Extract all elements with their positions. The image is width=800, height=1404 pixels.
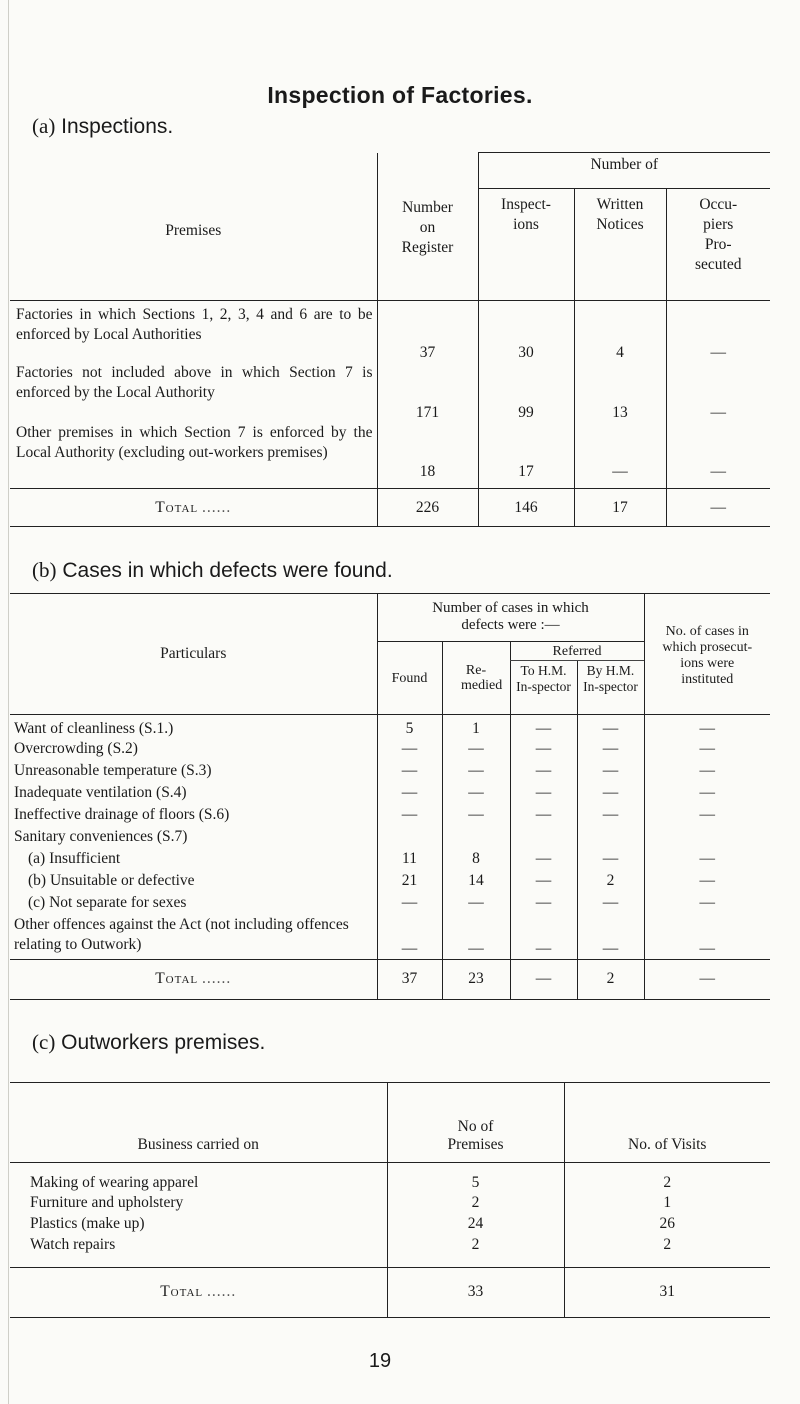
header-found <box>377 642 442 715</box>
header-no-of-premises-text: No of Premises <box>447 1118 504 1153</box>
by-cell: 2 <box>577 871 644 893</box>
header-written-notices <box>574 189 666 301</box>
business-cell: Watch repairs <box>30 1236 116 1253</box>
outworker-row <box>10 1214 770 1235</box>
pros-cell: — <box>644 893 770 915</box>
defect-row <box>10 849 770 871</box>
pros-cell: — <box>644 739 770 761</box>
total-prosecutions: — <box>644 959 770 999</box>
register-cell: 18 <box>377 423 478 489</box>
register-cell: 37 <box>377 301 478 363</box>
prosecuted-cell: — <box>666 423 770 489</box>
particular-cell: (c) Not separate for sexes <box>28 894 187 911</box>
inspections-cell: 17 <box>478 423 574 489</box>
notices-cell: 13 <box>574 363 666 423</box>
defect-row <box>10 827 770 849</box>
to-cell <box>510 827 577 849</box>
defects-total-row <box>10 959 770 999</box>
premises-cell: 2 <box>387 1235 564 1267</box>
remedied-cell <box>442 827 510 849</box>
by-cell <box>577 827 644 849</box>
business-cell: Making of wearing apparel <box>30 1174 199 1191</box>
defect-row <box>10 783 770 805</box>
total-notices: 17 <box>574 489 666 527</box>
total-by-inspector: 2 <box>577 959 644 999</box>
to-cell: — <box>510 871 577 893</box>
total-label-text: Total <box>160 1283 204 1300</box>
header-premises: Premises <box>10 153 377 301</box>
to-cell: — <box>510 739 577 761</box>
total-label: Total ...... <box>10 489 377 527</box>
total-prosecuted: — <box>666 489 770 527</box>
notices-cell: — <box>574 423 666 489</box>
header-occupiers-prosecuted-text: Occu-piers Pro-secuted <box>695 196 742 273</box>
header-prosecutions <box>644 594 770 715</box>
section-a-label: (a) <box>32 114 56 138</box>
to-cell: — <box>510 849 577 871</box>
header-number-of-cases-text: Number of cases in which defects were :— <box>432 600 589 633</box>
outworker-row <box>10 1163 770 1194</box>
by-cell: — <box>577 849 644 871</box>
business-cell: Plastics (make up) <box>30 1215 145 1232</box>
header-number-of-cases <box>377 594 644 642</box>
by-cell: — <box>577 915 644 959</box>
outworkers-table <box>10 1082 770 1318</box>
particular-cell: Sanitary conveniences (S.7) <box>14 828 188 845</box>
section-b-heading <box>32 558 393 583</box>
inspections-cell: 99 <box>478 363 574 423</box>
found-cell: — <box>377 783 442 805</box>
outworker-row <box>10 1235 770 1267</box>
pros-cell: — <box>644 783 770 805</box>
premises-cell: Factories not included above in which Section 7 is enforced by the Local Authority <box>16 363 373 401</box>
outworker-row <box>10 1193 770 1214</box>
found-cell <box>377 827 442 849</box>
defect-row <box>10 805 770 827</box>
total-label-text: Total <box>155 498 199 516</box>
header-business: Business carried on <box>10 1083 387 1163</box>
header-particulars: Particulars <box>10 594 377 715</box>
to-cell: — <box>510 715 577 740</box>
header-no-of-visits <box>564 1083 770 1163</box>
page-title: Inspection of Factories. <box>267 82 533 108</box>
prosecuted-cell: — <box>666 301 770 363</box>
particular-cell: (a) Insufficient <box>28 850 121 867</box>
premises-cell: Factories in which Sections 1, 2, 3, 4 and 6 are to be enforced by Local Authorities <box>16 306 373 343</box>
section-b-label: (b) <box>32 558 57 582</box>
particular-cell: Ineffective drainage of floors (S.6) <box>14 806 230 823</box>
particular-cell: Inadequate ventilation (S.4) <box>14 784 187 801</box>
premises-cell: Other premises in which Section 7 is enforced by the Local Authority (excluding out-workers premises) <box>10 423 377 489</box>
by-cell: — <box>577 893 644 915</box>
by-cell: — <box>577 783 644 805</box>
register-cell: 171 <box>377 363 478 423</box>
found-cell: — <box>377 761 442 783</box>
outworkers-table-body <box>10 1163 770 1268</box>
remedied-cell: — <box>442 739 510 761</box>
header-remedied <box>442 642 510 715</box>
defects-table <box>10 593 770 1000</box>
remedied-cell: — <box>442 761 510 783</box>
inspections-table <box>10 152 770 527</box>
particular-cell: Unreasonable temperature (S.3) <box>14 762 212 779</box>
total-visits: 31 <box>564 1267 770 1317</box>
prosecuted-cell: — <box>666 363 770 423</box>
found-cell: 11 <box>377 849 442 871</box>
header-by-hm-inspector-text: By H.M. In-spector <box>583 663 638 694</box>
section-c-label: (c) <box>32 1030 56 1054</box>
header-to-hm-inspector-text: To H.M. In-spector <box>516 663 571 694</box>
defect-row <box>10 739 770 761</box>
outworkers-total-row <box>10 1267 770 1317</box>
found-cell: 5 <box>377 715 442 740</box>
header-remedied-text: Re-medied <box>461 663 503 693</box>
pros-cell: — <box>644 849 770 871</box>
defect-row <box>10 715 770 740</box>
header-inspections-text: Inspect-ions <box>501 196 551 233</box>
total-found: 37 <box>377 959 442 999</box>
remedied-cell: — <box>442 783 510 805</box>
premises-cell: 5 <box>387 1163 564 1194</box>
header-found-text: Found <box>391 671 428 686</box>
by-cell: — <box>577 805 644 827</box>
found-cell: 21 <box>377 871 442 893</box>
header-prosecutions-text: No. of cases in which prosecut-ions were instituted <box>662 624 753 687</box>
header-occupiers-prosecuted <box>666 189 770 301</box>
header-number-on-register <box>377 153 478 301</box>
found-cell: — <box>377 739 442 761</box>
to-cell: — <box>510 893 577 915</box>
header-no-of-visits-text: No. of Visits <box>628 1136 707 1153</box>
particular-cell: Overcrowding (S.2) <box>14 740 138 757</box>
pros-cell: — <box>644 761 770 783</box>
particular-cell: (b) Unsuitable or defective <box>28 872 195 889</box>
header-number-on-register-text: Number on Register <box>401 199 454 257</box>
section-c-title: Outworkers premises. <box>61 1031 266 1054</box>
total-premises: 33 <box>387 1267 564 1317</box>
by-cell: — <box>577 739 644 761</box>
notices-cell: 4 <box>574 301 666 363</box>
defect-row <box>10 893 770 915</box>
total-register: 226 <box>377 489 478 527</box>
section-b-title: Cases in which defects were found. <box>62 559 393 582</box>
remedied-cell: 8 <box>442 849 510 871</box>
remedied-cell: 1 <box>442 715 510 740</box>
page-edge-line <box>8 0 9 1404</box>
total-label: Total ...... <box>10 959 377 999</box>
header-to-hm-inspector <box>510 661 577 715</box>
total-label: Total ...... <box>10 1267 387 1317</box>
particular-cell: Want of cleanliness (S.1.) <box>14 720 174 737</box>
header-referred <box>510 642 644 661</box>
to-cell: — <box>510 805 577 827</box>
found-cell: — <box>377 893 442 915</box>
business-cell: Furniture and upholstery <box>30 1194 184 1211</box>
visits-cell: 26 <box>564 1214 770 1235</box>
remedied-cell: — <box>442 915 510 959</box>
header-referred-text: Referred <box>552 644 602 659</box>
defect-row <box>10 915 770 959</box>
premises-cell: 2 <box>387 1193 564 1214</box>
remedied-cell: — <box>442 805 510 827</box>
section-c-heading <box>32 1030 265 1055</box>
particular-cell: Other offences against the Act (not including offences relating to Outwork) <box>14 916 349 953</box>
pros-cell: — <box>644 915 770 959</box>
defects-table-body <box>10 715 770 960</box>
defect-row <box>10 761 770 783</box>
by-cell: — <box>577 715 644 740</box>
remedied-cell: 14 <box>442 871 510 893</box>
total-label-text: Total <box>155 970 199 987</box>
premises-cell: 24 <box>387 1214 564 1235</box>
visits-cell: 1 <box>564 1193 770 1214</box>
to-cell: — <box>510 915 577 959</box>
visits-cell: 2 <box>564 1163 770 1194</box>
remedied-cell: — <box>442 893 510 915</box>
by-cell: — <box>577 761 644 783</box>
header-no-of-premises <box>387 1083 564 1163</box>
found-cell: — <box>377 915 442 959</box>
pros-cell: — <box>644 715 770 740</box>
pros-cell: — <box>644 871 770 893</box>
header-inspections <box>478 189 574 301</box>
visits-cell: 2 <box>564 1235 770 1267</box>
to-cell: — <box>510 783 577 805</box>
total-remedied: 23 <box>442 959 510 999</box>
found-cell: — <box>377 805 442 827</box>
to-cell: — <box>510 761 577 783</box>
defect-row <box>10 871 770 893</box>
inspections-cell: 30 <box>478 301 574 363</box>
header-by-hm-inspector <box>577 661 644 715</box>
page-number: 19 <box>368 1350 392 1372</box>
header-number-of: Number of <box>478 153 770 189</box>
total-inspections: 146 <box>478 489 574 527</box>
section-a-heading <box>32 114 173 139</box>
pros-cell <box>644 827 770 849</box>
total-to-inspector: — <box>510 959 577 999</box>
section-a-title: Inspections. <box>61 115 174 138</box>
header-written-notices-text: Written Notices <box>596 196 644 233</box>
pros-cell: — <box>644 805 770 827</box>
